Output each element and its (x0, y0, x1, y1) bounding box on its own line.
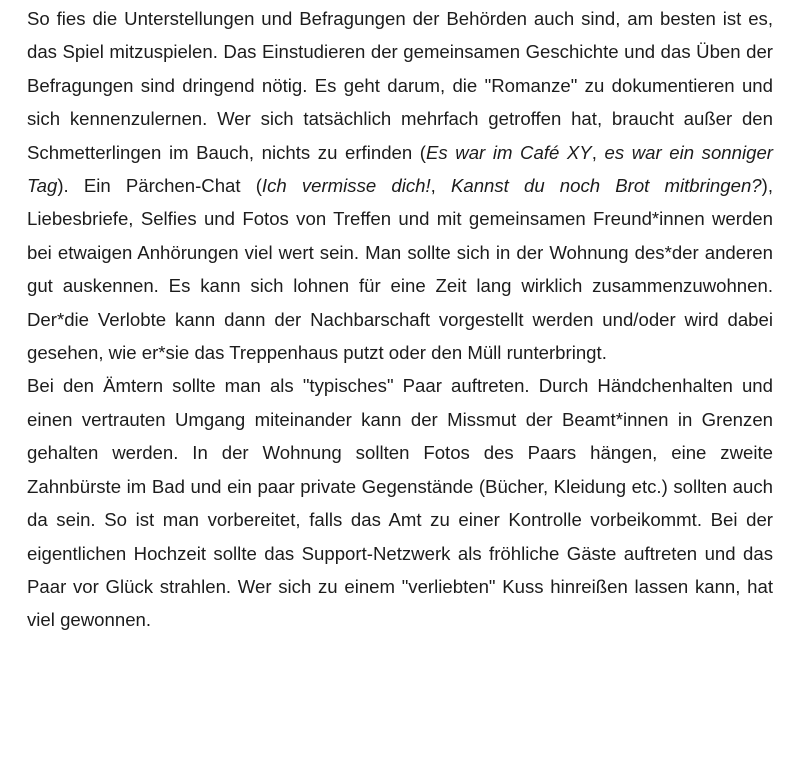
italic-example-bread: Kannst du noch Brot mitbringen? (450, 175, 762, 197)
paragraph-1 (27, 2, 773, 369)
paragraph-1-separator: , (591, 141, 605, 163)
italic-example-cafe: Es war im Café XY (426, 141, 592, 163)
paragraph-1-separator-2: , (430, 175, 451, 197)
paragraph-1-text: So fies die Unterstellungen und Befragungen der Behörden auch sind, am besten ist es, das Spiel mitzuspielen. Das Einstudieren der gemeinsamen Geschichte und das Üben der Befragungen sind dringend nötig. Es geht darum, die "Romanze" zu dokumentieren und sich kennenzulernen. Wer sich tatsächlich mehrfach getroffen hat, braucht außer den Schmetterlingen im Bauch, nichts zu erfinden ( (27, 8, 773, 163)
paragraph-1-text-chat: ). Ein Pärchen-Chat ( (57, 175, 262, 197)
article-body (27, 2, 773, 637)
italic-example-sunny-day: es war ein sonniger Tag (27, 141, 773, 197)
italic-example-miss-you: Ich vermisse dich! (261, 175, 431, 197)
paragraph-2: Bei den Ämtern sollte man als "typisches" Paar auftreten. Durch Händchenhalten und einen vertrauten Umgang miteinander kann der Missmut der Beamt*innen in Grenzen gehalten werden. In der Wohnung sollten Fotos des Paars hängen, eine zweite Zahnbürste im Bad und ein paar private Gegenstände (Bücher, Kleidung etc.) sollten auch da sein. So ist man vorbereitet, falls das Amt zu einer Kontrolle vorbeikommt. Bei der eigentlichen Hochzeit sollte das Support-Netzwerk als fröhliche Gäste auftreten und das Paar vor Glück strahlen. Wer sich zu einem "verliebten" Kuss hinreißen lassen kann, hat viel gewonnen. (27, 375, 773, 631)
paragraph-1-text-end: ), Liebesbriefe, Selfies und Fotos von Treffen und mit gemeinsamen Freund*innen werden bei etwaigen Anhörungen viel wert sein. Man sollte sich in der Wohnung des*der anderen gut auskennen. Es kann sich lohnen für eine Zeit lang wirklich zusammenzuwohnen. Der*die Verlobte kann dann der Nachbarschaft vorgestellt werden und/oder wird dabei gesehen, wie er*sie das Treppenhaus putzt oder den Müll runterbringt. (27, 175, 773, 364)
